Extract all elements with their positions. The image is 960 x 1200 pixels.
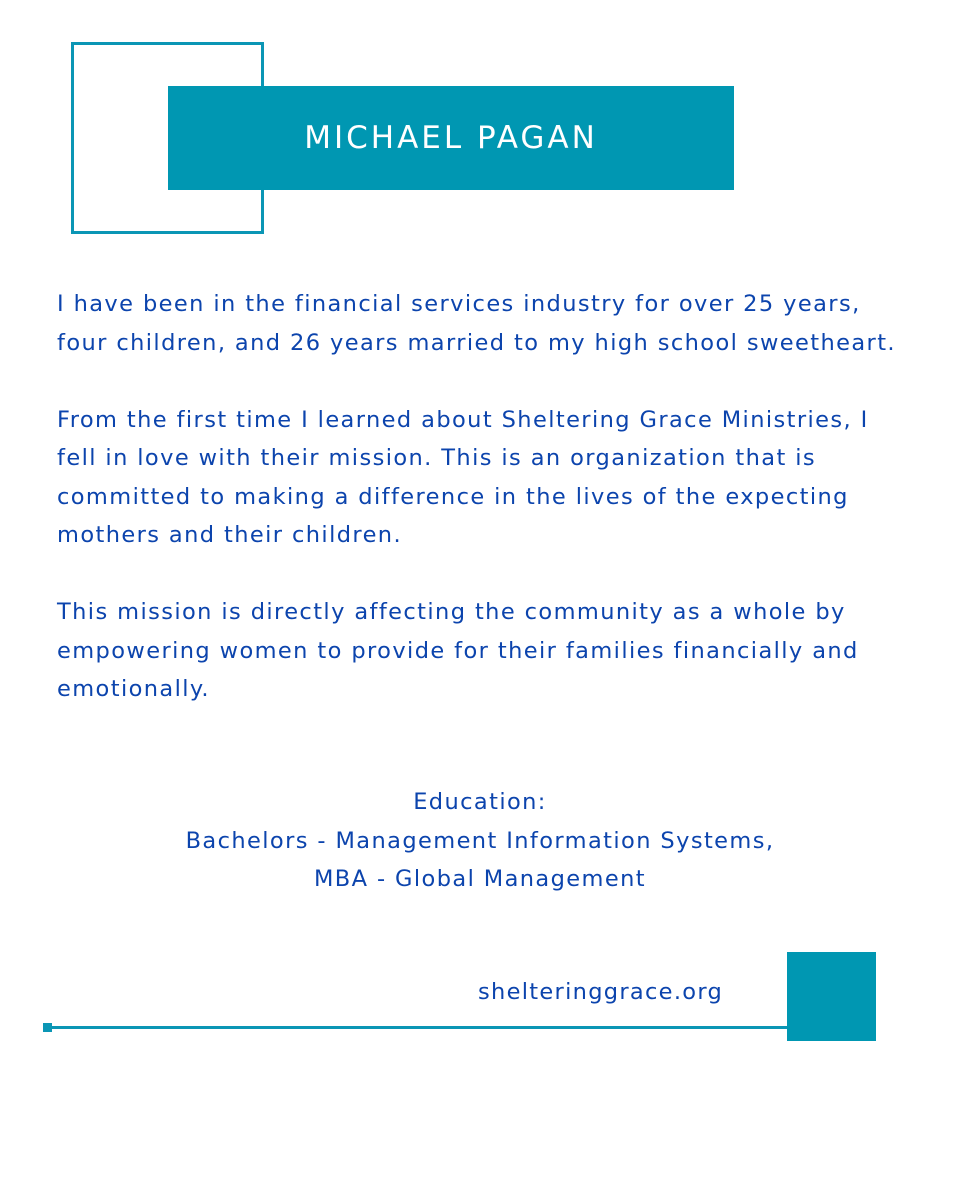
bio-paragraph: From the first time I learned about Sheltering Grace Ministries, I fell in love with their mission. This is an organization that is committed to making a difference in the lives of the expecting mothers and their children.	[57, 406, 869, 548]
education-degree: Bachelors - Management Information Systems,	[185, 827, 775, 854]
website-link[interactable]: shelteringgrace.org	[478, 979, 724, 1005]
footer-accent-square	[787, 952, 876, 1041]
footer-dot	[43, 1023, 52, 1032]
education-degree: MBA - Global Management	[313, 866, 646, 892]
education-heading: Education:	[413, 789, 547, 815]
name-banner	[168, 86, 734, 190]
footer-divider	[45, 1026, 790, 1029]
profile-name: MICHAEL PAGAN	[304, 120, 598, 156]
education-section	[0, 783, 960, 899]
bio-paragraph: This mission is directly affecting the community as a whole by empowering women to provide for their families financially and emotionally.	[57, 599, 859, 702]
bio-section	[57, 285, 917, 747]
bio-paragraph: I have been in the financial services industry for over 25 years, four children, and 26 years married to my high school sweetheart.	[57, 291, 896, 356]
